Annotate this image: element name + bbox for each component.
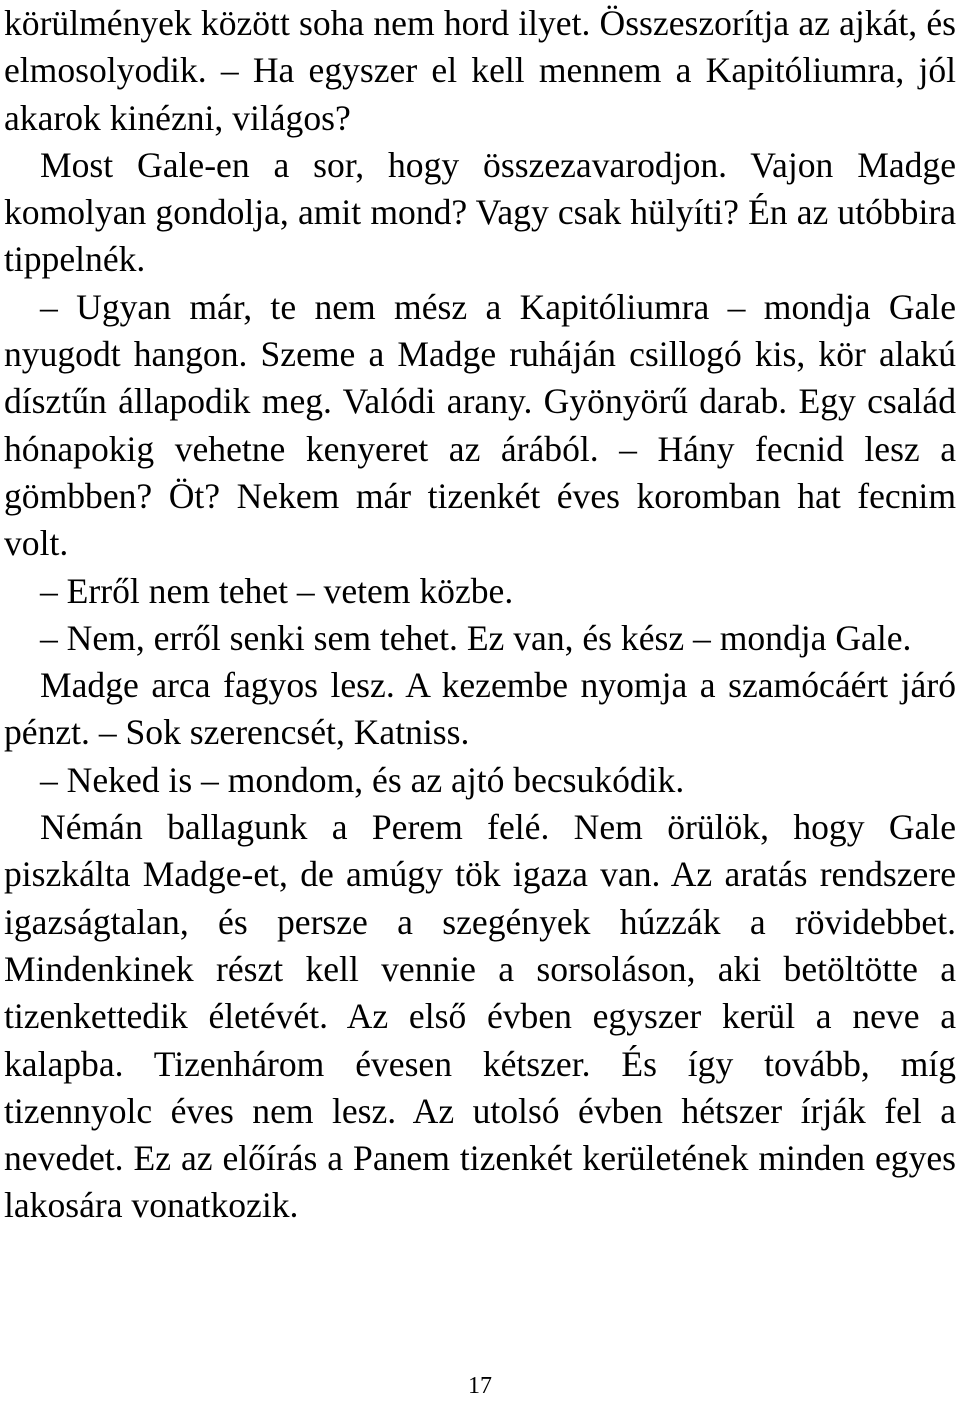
page-text <box>4 0 956 1230</box>
paragraph-8: Némán ballagunk a Perem felé. Nem örülök, hogy Gale piszkálta Madge-et, de amúgy tök igaza van. Az aratás rendszere igazságtalan, és persze a szegények húzzák a rövidebbet. Mindenkinek részt kell vennie a sorsoláson, aki betöltötte a tizenkettedik életévét. Az első évben egyszer kerül a neve a kalapba. Tizenhárom évesen kétszer. És így tovább, míg tizennyolc éves nem lesz. Az utolsó évben hétszer írják fel a nevedet. Ez az előírás a Panem tizenkét kerületének minden egyes lakosára vonatkozik. <box>4 807 956 1226</box>
paragraph-1: körülmények között soha nem hord ilyet. Összeszorítja az ajkát, és elmosolyodik. – Ha egyszer el kell mennem a Kapitóliumra, jól akarok kinézni, világos? <box>4 3 956 138</box>
paragraph-4: – Erről nem tehet – vetem közbe. <box>40 570 514 611</box>
paragraph-2: Most Gale-en a sor, hogy összezavarodjon. Vajon Madge komolyan gondolja, amit mond? Vagy csak hülyíti? Én az utóbbira tippelnék. <box>4 144 956 280</box>
paragraph-5: – Nem, erről senki sem tehet. Ez van, és kész – mondja Gale. <box>40 617 912 658</box>
paragraph-6: Madge arca fagyos lesz. A kezembe nyomja a szamócáért járó pénzt. – Sok szerencsét, Katniss. <box>4 665 956 753</box>
page-number: 17 <box>468 1373 492 1399</box>
paragraph-7: – Neked is – mondom, és az ajtó becsukódik. <box>40 759 685 800</box>
paragraph-3: – Ugyan már, te nem mész a Kapitóliumra – mondja Gale nyugodt hangon. Szeme a Madge ruháján csillogó kis, kör alakú dísztűn állapodik meg. Valódi arany. Gyönyörű darab. Egy család hónapokig vehetne kenyeret az árából. – Hány fecnid lesz a gömbben? Öt? Nekem már tizenkét éves koromban hat fecnim volt. <box>4 286 956 564</box>
